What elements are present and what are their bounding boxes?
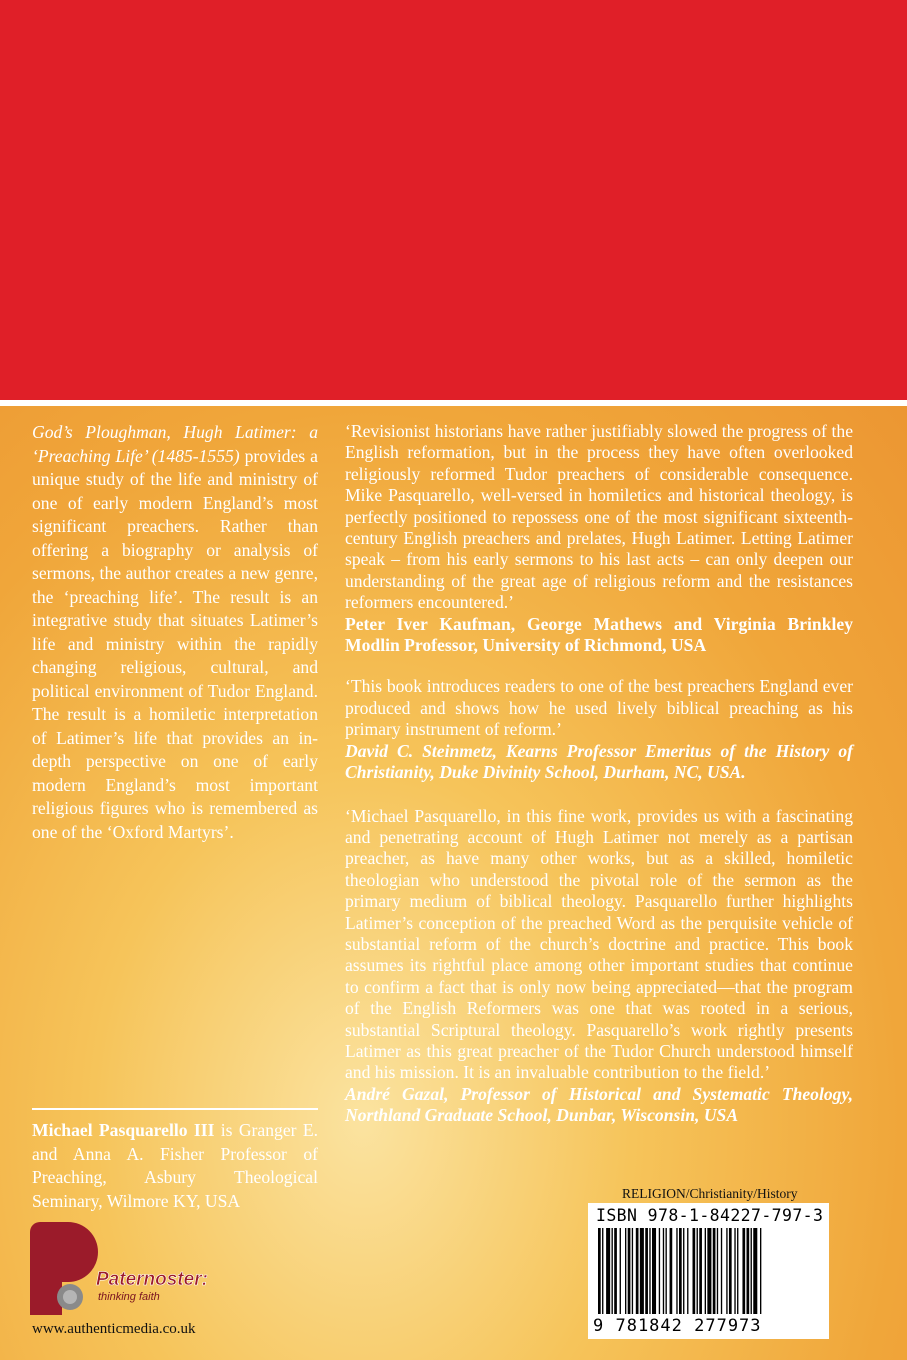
cover-top-band [0,0,907,400]
category-label: RELIGION/Christianity/History [622,1186,798,1201]
author-bio [32,1119,318,1213]
barcode-bars [592,1228,825,1316]
endorsement-quote: ‘This book introduces readers to one of the best preachers England ever produced and shows how he used lively biblical preaching as his primary instrument of reform.’ [345,676,853,740]
endorsement-attribution: Peter Iver Kaufman, George Mathews and Virginia Brinkley Modlin Professor, University of Richmond, USA [345,613,853,656]
publisher-url: www.authenticmedia.co.uk [32,1321,196,1337]
publisher-tagline: thinking faith [98,1291,160,1303]
divider-rule [0,400,907,406]
publisher-name: Paternoster: [96,1269,208,1290]
author-divider [32,1108,318,1110]
author-bio-text: is Granger E. and Anna A. Fisher Professor of Preaching, Asbury Theological Seminary, Wilmore KY, USA [32,1120,318,1211]
book-title-italic: God’s Ploughman, Hugh Latimer: a ‘Preaching Life’ (1485-1555) [32,422,318,466]
author-name: Michael Pasquarello III [32,1120,215,1140]
endorsement-attribution: André Gazal, Professor of Historical and Systematic Theology, Northland Graduate School, Dunbar, Wisconsin, USA [345,1083,853,1126]
endorsement-quote: ‘Michael Pasquarello, in this fine work, provides us with a fascinating and penetrating account of Hugh Latimer not merely as a partisan preacher, as have many other works, but as a skilled, homiletic theologian who understood the pivotal role of the sermon as the primary medium of biblical theology. Pasquarello further highlights Latimer’s conception of the preached Word as the perquisite vehicle of substantial reform of the church’s doctrine and practice. This book assumes its rightful place among other important studies that continue to confirm a fact that is only now being appreciated—that the program of the English Reformers was one that was rooted in a serious, substantial Scriptural theology. Pasquarello’s work rightly presents Latimer as this great preacher of the Tudor Church understood himself and his mission. It is an invaluable contribution to the field.’ [345,805,853,1083]
ean-digits: 9 781842 277973 [593,1316,762,1336]
endorsement-attribution: David C. Steinmetz, Kearns Professor Emeritus of the History of Christianity, Duke Divinity School, Durham, NC, USA. [345,740,853,783]
endorsement-quote: ‘Revisionist historians have rather justifiably slowed the progress of the English reformation, but in the process they have often overlooked religiously reformed Tudor preachers of considerable consequence. Mike Pasquarello, well-versed in homiletics and historical theology, is perfectly positioned to repossess one of the most significant sixteenth-century English preachers and prelates, Hugh Latimer. Letting Latimer speak – from his early sermons to his last acts – can only deepen our understanding of the great age of religious reform and the resistances reformers encountered.’ [345,421,853,613]
description-text: provides a unique study of the life and ministry of one of early modern England’s most significant preachers. Rather than offering a biography or analysis of sermons, the author creates a new genre, the ‘preaching life’. The result is an integrative study that situates Latimer’s life and ministry within the rapidly changing religious, cultural, and political environment of Tudor England. The result is a homiletic interpretation of Latimer’s life that provides an in-depth perspective on one of early modern England’s most important religious figures who is remembered as one of the ‘Oxford Martyrs’. [32,445,318,842]
book-description [32,421,318,844]
paternoster-logo [30,1222,250,1317]
isbn-label: ISBN 978-1-84227-797-3 [596,1206,824,1225]
endorsements [345,421,853,1127]
